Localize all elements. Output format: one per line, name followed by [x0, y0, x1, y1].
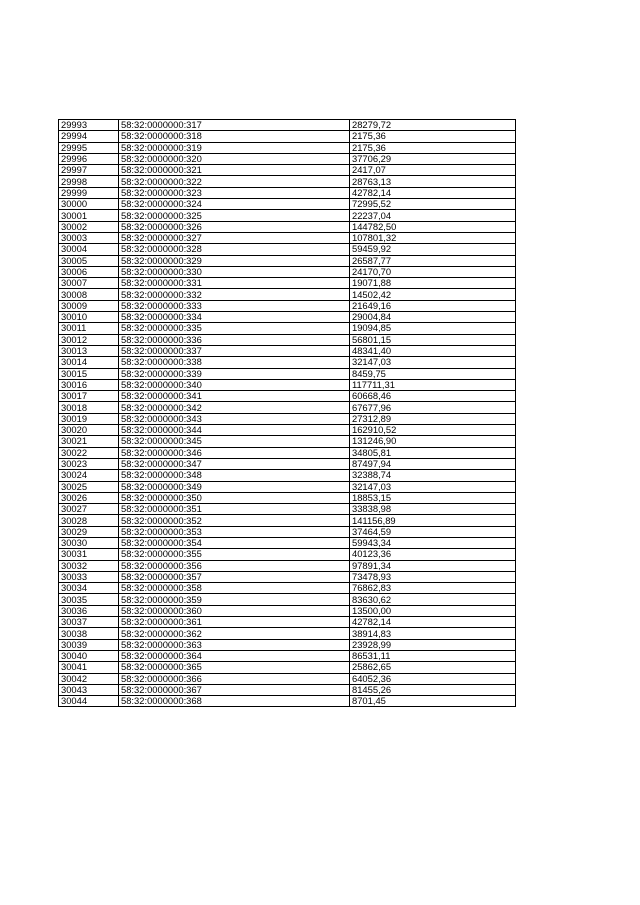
cadastral-number-cell: 58:32:0000000:368: [119, 696, 350, 707]
row-number-cell: 30023: [59, 458, 119, 469]
cadastral-number-cell: 58:32:0000000:339: [119, 368, 350, 379]
table-row: [59, 560, 516, 571]
value-cell: 107801,32: [350, 232, 516, 243]
cadastral-number-cell: 58:32:0000000:342: [119, 402, 350, 413]
table-row: [59, 278, 516, 289]
table-row: [59, 684, 516, 695]
table-row: [59, 458, 516, 469]
cadastral-number-cell: 58:32:0000000:324: [119, 199, 350, 210]
row-number-cell: 30006: [59, 266, 119, 277]
cadastral-number-cell: 58:32:0000000:330: [119, 266, 350, 277]
value-cell: 144782,50: [350, 221, 516, 232]
value-cell: 21649,16: [350, 300, 516, 311]
row-number-cell: 30044: [59, 696, 119, 707]
value-cell: 2417,07: [350, 165, 516, 176]
row-number-cell: 30004: [59, 244, 119, 255]
table-row: [59, 120, 516, 131]
cadastral-number-cell: 58:32:0000000:363: [119, 639, 350, 650]
value-cell: 38914,83: [350, 628, 516, 639]
table-row: [59, 470, 516, 481]
cadastral-number-cell: 58:32:0000000:347: [119, 458, 350, 469]
row-number-cell: 30005: [59, 255, 119, 266]
value-cell: 37706,29: [350, 153, 516, 164]
cadastral-number-cell: 58:32:0000000:345: [119, 436, 350, 447]
row-number-cell: 29997: [59, 165, 119, 176]
cadastral-number-cell: 58:32:0000000:344: [119, 425, 350, 436]
table-row: [59, 289, 516, 300]
row-number-cell: 30007: [59, 278, 119, 289]
cadastral-number-cell: 58:32:0000000:327: [119, 232, 350, 243]
value-cell: 87497,94: [350, 458, 516, 469]
cadastral-number-cell: 58:32:0000000:334: [119, 312, 350, 323]
row-number-cell: 30033: [59, 571, 119, 582]
value-cell: 60668,46: [350, 391, 516, 402]
cadastral-number-cell: 58:32:0000000:331: [119, 278, 350, 289]
cadastral-number-cell: 58:32:0000000:326: [119, 221, 350, 232]
row-number-cell: 30011: [59, 323, 119, 334]
value-cell: 23928,99: [350, 639, 516, 650]
table-row: [59, 266, 516, 277]
value-cell: 22237,04: [350, 210, 516, 221]
value-cell: 59459,92: [350, 244, 516, 255]
row-number-cell: 30014: [59, 357, 119, 368]
table-row: [59, 244, 516, 255]
value-cell: 76862,83: [350, 583, 516, 594]
value-cell: 13500,00: [350, 605, 516, 616]
row-number-cell: 30040: [59, 650, 119, 661]
row-number-cell: 30001: [59, 210, 119, 221]
value-cell: 26587,77: [350, 255, 516, 266]
row-number-cell: 30042: [59, 673, 119, 684]
cadastral-number-cell: 58:32:0000000:356: [119, 560, 350, 571]
row-number-cell: 30000: [59, 199, 119, 210]
value-cell: 56801,15: [350, 334, 516, 345]
row-number-cell: 30008: [59, 289, 119, 300]
row-number-cell: 30038: [59, 628, 119, 639]
value-cell: 131246,90: [350, 436, 516, 447]
cadastral-number-cell: 58:32:0000000:329: [119, 255, 350, 266]
value-cell: 59943,34: [350, 537, 516, 548]
row-number-cell: 30017: [59, 391, 119, 402]
row-number-cell: 29994: [59, 131, 119, 142]
value-cell: 64052,36: [350, 673, 516, 684]
table-row: [59, 221, 516, 232]
table-row: [59, 447, 516, 458]
table-row: [59, 696, 516, 707]
table-row: [59, 639, 516, 650]
cadastral-number-cell: 58:32:0000000:321: [119, 165, 350, 176]
table-row: [59, 210, 516, 221]
value-cell: 18853,15: [350, 492, 516, 503]
cadastral-number-cell: 58:32:0000000:352: [119, 515, 350, 526]
row-number-cell: 30041: [59, 662, 119, 673]
value-cell: 32147,03: [350, 481, 516, 492]
row-number-cell: 30012: [59, 334, 119, 345]
row-number-cell: 29995: [59, 142, 119, 153]
table-row: [59, 368, 516, 379]
row-number-cell: 30036: [59, 605, 119, 616]
row-number-cell: 29998: [59, 176, 119, 187]
row-number-cell: 30019: [59, 413, 119, 424]
table-row: [59, 662, 516, 673]
table-row: [59, 413, 516, 424]
row-number-cell: 29993: [59, 120, 119, 131]
table-row: [59, 537, 516, 548]
row-number-cell: 30016: [59, 379, 119, 390]
cadastral-number-cell: 58:32:0000000:336: [119, 334, 350, 345]
cadastral-number-cell: 58:32:0000000:319: [119, 142, 350, 153]
table-row: [59, 583, 516, 594]
table-row: [59, 323, 516, 334]
row-number-cell: 30043: [59, 684, 119, 695]
row-number-cell: 30037: [59, 617, 119, 628]
row-number-cell: 30034: [59, 583, 119, 594]
row-number-cell: 30030: [59, 537, 119, 548]
table-row: [59, 617, 516, 628]
cadastral-number-cell: 58:32:0000000:350: [119, 492, 350, 503]
row-number-cell: 30027: [59, 504, 119, 515]
cadastral-number-cell: 58:32:0000000:348: [119, 470, 350, 481]
table-row: [59, 300, 516, 311]
cadastral-number-cell: 58:32:0000000:351: [119, 504, 350, 515]
cadastral-number-cell: 58:32:0000000:340: [119, 379, 350, 390]
table-row: [59, 673, 516, 684]
table-row: [59, 232, 516, 243]
value-cell: 27312,89: [350, 413, 516, 424]
table-body: [59, 120, 516, 707]
table-row: [59, 492, 516, 503]
value-cell: 117711,31: [350, 379, 516, 390]
value-cell: 32388,74: [350, 470, 516, 481]
row-number-cell: 30013: [59, 345, 119, 356]
row-number-cell: 30002: [59, 221, 119, 232]
cadastral-number-cell: 58:32:0000000:346: [119, 447, 350, 458]
row-number-cell: 30026: [59, 492, 119, 503]
value-cell: 8701,45: [350, 696, 516, 707]
value-cell: 67677,96: [350, 402, 516, 413]
cadastral-number-cell: 58:32:0000000:357: [119, 571, 350, 582]
table-row: [59, 379, 516, 390]
row-number-cell: 30010: [59, 312, 119, 323]
cadastral-number-cell: 58:32:0000000:355: [119, 549, 350, 560]
table-row: [59, 605, 516, 616]
value-cell: 29004,84: [350, 312, 516, 323]
data-table: [58, 119, 516, 707]
row-number-cell: 30021: [59, 436, 119, 447]
row-number-cell: 30020: [59, 425, 119, 436]
value-cell: 19094,85: [350, 323, 516, 334]
table-row: [59, 255, 516, 266]
row-number-cell: 30009: [59, 300, 119, 311]
row-number-cell: 30031: [59, 549, 119, 560]
row-number-cell: 30018: [59, 402, 119, 413]
value-cell: 28279,72: [350, 120, 516, 131]
cadastral-number-cell: 58:32:0000000:361: [119, 617, 350, 628]
cadastral-number-cell: 58:32:0000000:322: [119, 176, 350, 187]
table-row: [59, 199, 516, 210]
cadastral-number-cell: 58:32:0000000:325: [119, 210, 350, 221]
row-number-cell: 30039: [59, 639, 119, 650]
value-cell: 73478,93: [350, 571, 516, 582]
cadastral-number-cell: 58:32:0000000:318: [119, 131, 350, 142]
cadastral-number-cell: 58:32:0000000:359: [119, 594, 350, 605]
table-row: [59, 153, 516, 164]
table-row: [59, 187, 516, 198]
value-cell: 14502,42: [350, 289, 516, 300]
table-row: [59, 425, 516, 436]
value-cell: 2175,36: [350, 131, 516, 142]
table-row: [59, 515, 516, 526]
table-row: [59, 312, 516, 323]
cadastral-number-cell: 58:32:0000000:328: [119, 244, 350, 255]
cadastral-number-cell: 58:32:0000000:332: [119, 289, 350, 300]
cadastral-number-cell: 58:32:0000000:341: [119, 391, 350, 402]
value-cell: 40123,36: [350, 549, 516, 560]
table-row: [59, 571, 516, 582]
table-row: [59, 402, 516, 413]
row-number-cell: 29999: [59, 187, 119, 198]
cadastral-number-cell: 58:32:0000000:317: [119, 120, 350, 131]
value-cell: 32147,03: [350, 357, 516, 368]
value-cell: 37464,59: [350, 526, 516, 537]
cadastral-number-cell: 58:32:0000000:362: [119, 628, 350, 639]
table-row: [59, 650, 516, 661]
value-cell: 33838,98: [350, 504, 516, 515]
value-cell: 83630,62: [350, 594, 516, 605]
row-number-cell: 29996: [59, 153, 119, 164]
value-cell: 72995,52: [350, 199, 516, 210]
cadastral-number-cell: 58:32:0000000:365: [119, 662, 350, 673]
table-row: [59, 481, 516, 492]
row-number-cell: 30015: [59, 368, 119, 379]
value-cell: 19071,88: [350, 278, 516, 289]
table-row: [59, 436, 516, 447]
cadastral-number-cell: 58:32:0000000:333: [119, 300, 350, 311]
cadastral-number-cell: 58:32:0000000:366: [119, 673, 350, 684]
value-cell: 25862,65: [350, 662, 516, 673]
cadastral-number-cell: 58:32:0000000:323: [119, 187, 350, 198]
value-cell: 141156,89: [350, 515, 516, 526]
cadastral-number-cell: 58:32:0000000:360: [119, 605, 350, 616]
table-row: [59, 131, 516, 142]
table-row: [59, 142, 516, 153]
value-cell: 34805,81: [350, 447, 516, 458]
value-cell: 42782,14: [350, 617, 516, 628]
cadastral-number-cell: 58:32:0000000:337: [119, 345, 350, 356]
value-cell: 86531,11: [350, 650, 516, 661]
cadastral-number-cell: 58:32:0000000:349: [119, 481, 350, 492]
value-cell: 81455,26: [350, 684, 516, 695]
value-cell: 28763,13: [350, 176, 516, 187]
table-row: [59, 594, 516, 605]
row-number-cell: 30024: [59, 470, 119, 481]
table-row: [59, 345, 516, 356]
value-cell: 24170,70: [350, 266, 516, 277]
cadastral-number-cell: 58:32:0000000:358: [119, 583, 350, 594]
table-row: [59, 165, 516, 176]
cadastral-number-cell: 58:32:0000000:338: [119, 357, 350, 368]
cadastral-number-cell: 58:32:0000000:353: [119, 526, 350, 537]
cadastral-number-cell: 58:32:0000000:367: [119, 684, 350, 695]
value-cell: 2175,36: [350, 142, 516, 153]
row-number-cell: 30029: [59, 526, 119, 537]
value-cell: 97891,34: [350, 560, 516, 571]
table-row: [59, 334, 516, 345]
table-row: [59, 549, 516, 560]
value-cell: 8459,75: [350, 368, 516, 379]
value-cell: 42782,14: [350, 187, 516, 198]
row-number-cell: 30025: [59, 481, 119, 492]
row-number-cell: 30022: [59, 447, 119, 458]
table-row: [59, 176, 516, 187]
table-row: [59, 357, 516, 368]
cadastral-number-cell: 58:32:0000000:335: [119, 323, 350, 334]
row-number-cell: 30028: [59, 515, 119, 526]
table-row: [59, 504, 516, 515]
cadastral-number-cell: 58:32:0000000:354: [119, 537, 350, 548]
table-row: [59, 628, 516, 639]
cadastral-number-cell: 58:32:0000000:320: [119, 153, 350, 164]
value-cell: 48341,40: [350, 345, 516, 356]
table-row: [59, 391, 516, 402]
cadastral-number-cell: 58:32:0000000:343: [119, 413, 350, 424]
value-cell: 162910,52: [350, 425, 516, 436]
cadastral-number-cell: 58:32:0000000:364: [119, 650, 350, 661]
table-row: [59, 526, 516, 537]
row-number-cell: 30003: [59, 232, 119, 243]
row-number-cell: 30035: [59, 594, 119, 605]
row-number-cell: 30032: [59, 560, 119, 571]
